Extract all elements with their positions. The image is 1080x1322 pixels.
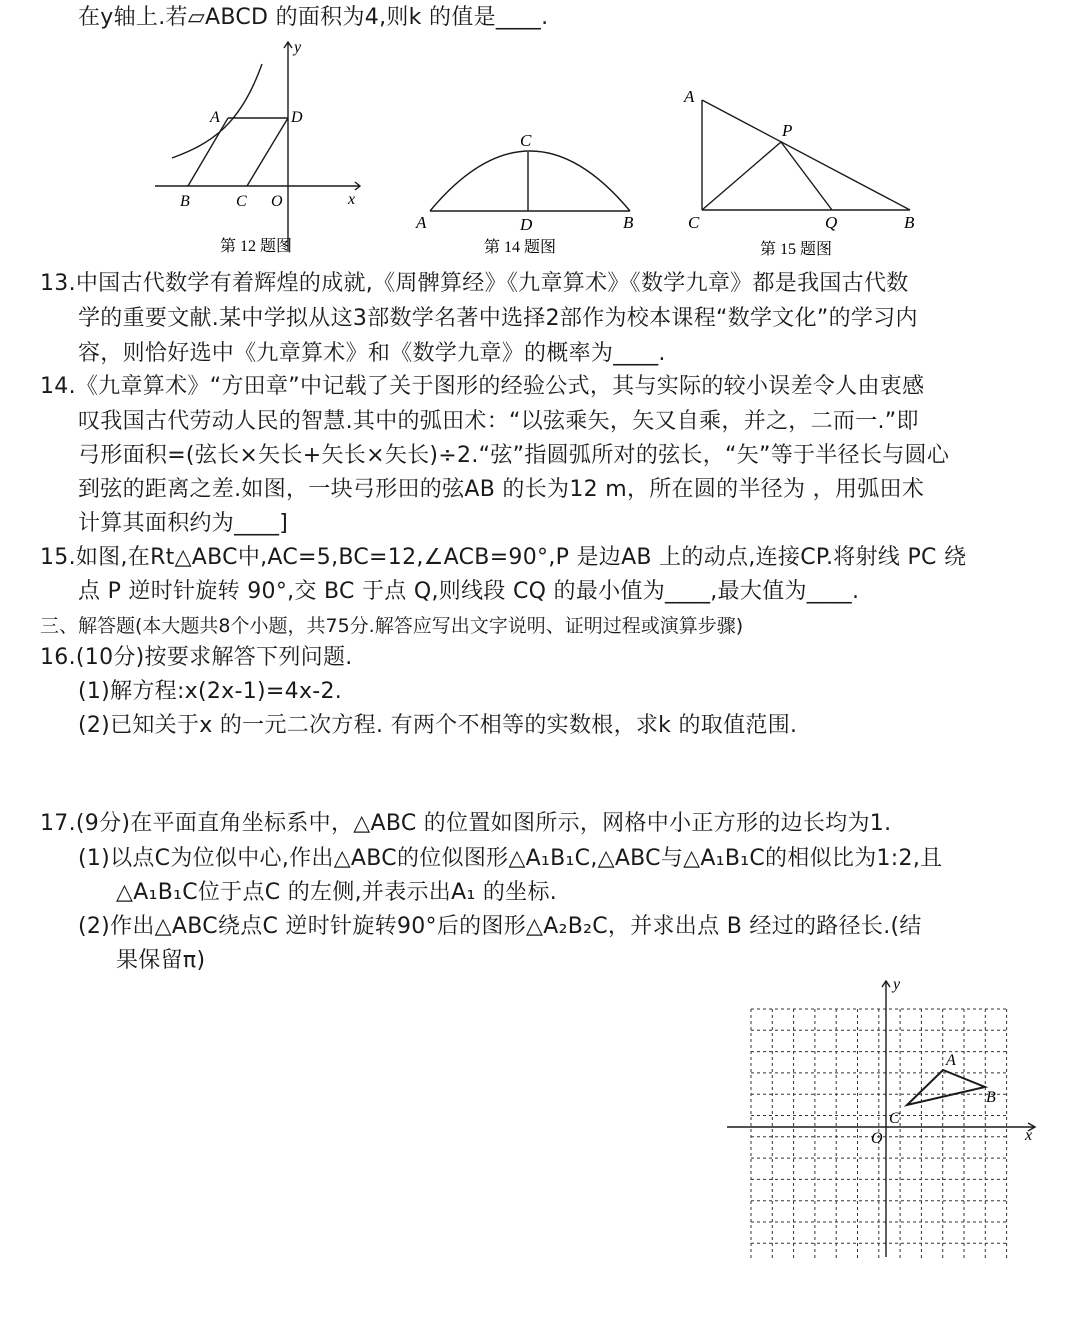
q13-line-2: 学的重要文献.某中学拟从这3部数学名著中选择2部作为校本课程“数学文化”的学习内	[78, 306, 918, 331]
q16-title: 16.(10分)按要求解答下列问题.	[40, 645, 353, 670]
fig12-caption: 第 12 题图	[220, 238, 293, 255]
q15-line-2: 点 P 逆时针旋转 90°,交 BC 于点 Q,则线段 CQ 的最小值为____,最大值为____.	[78, 579, 860, 604]
q17-part-2-cont: 果保留π)	[116, 948, 206, 973]
fig17-label-y: y	[893, 976, 901, 993]
fig14-caption: 第 14 题图	[484, 239, 557, 256]
q13-line-3: 容，则恰好选中《九章算术》和《数学九章》的概率为____.	[78, 341, 666, 366]
fig12-label-C: C	[236, 193, 247, 210]
fig12-label-A: A	[210, 109, 220, 126]
q16-part-2: (2)已知关于x 的一元二次方程. 有两个不相等的实数根，求k 的取值范围.	[78, 713, 798, 738]
fig17-label-B: B	[986, 1089, 996, 1106]
figure-15	[680, 84, 925, 258]
section-3-heading: 三、解答题(本大题共8个小题，共75分.解答应写出文字说明、证明过程或演算步骤)	[40, 615, 744, 637]
q17-part-1: (1)以点C为位似中心,作出△ABC的位似图形△A₁B₁C,△ABC与△A₁B₁C的相似比为1:2,且	[78, 846, 943, 871]
fig14-label-C: C	[520, 131, 532, 150]
q17-part-2: (2)作出△ABC绕点C 逆时针旋转90°后的图形△A₂B₂C，并求出点 B 经过的路径长.(结	[78, 914, 922, 939]
fig14-label-B: B	[623, 213, 634, 232]
figure-17-grid	[725, 975, 1045, 1260]
fig17-label-O: O	[871, 1130, 883, 1147]
q14-line-5: 计算其面积约为____]	[78, 511, 289, 536]
q17-part-1-cont: △A₁B₁C位于点C 的左侧,并表示出A₁ 的坐标.	[116, 880, 558, 905]
fig15-label-P: P	[782, 121, 793, 140]
figure-12	[150, 36, 370, 258]
fig12-label-x: x	[348, 191, 356, 208]
fig12-label-O: O	[271, 193, 283, 210]
figure-14	[410, 126, 650, 258]
fig15-label-B: B	[904, 213, 915, 232]
fig12-label-y: y	[294, 39, 302, 56]
fig14-label-A: A	[416, 213, 427, 232]
q16-part-1: (1)解方程:x(2x-1)=4x-2.	[78, 679, 343, 704]
fig15-label-Q: Q	[825, 213, 838, 232]
q14-line-3: 弓形面积=(弦长×矢长+矢长×矢长)÷2.“弦”指圆弧所对的弦长，“矢”等于半径长与圆心	[78, 443, 950, 468]
fig12-label-D: D	[291, 109, 303, 126]
fig14-label-D: D	[520, 215, 533, 234]
fig15-label-A: A	[684, 87, 695, 106]
fig17-label-A: A	[946, 1052, 956, 1069]
q14-line-4: 到弦的距离之差.如图，一块弓形田的弦AB 的长为12 m，所在圆的半径为 ，用弧田术	[78, 477, 925, 502]
fig15-caption: 第 15 题图	[760, 241, 833, 258]
q15-line-1: 15.如图,在Rt△ABC中,AC=5,BC=12,∠ACB=90°,P 是边AB 上的动点,连接CP.将射线 PC 绕	[40, 545, 967, 570]
q14-line-1: 14.《九章算术》“方田章”中记载了关于图形的经验公式，其与实际的较小误差令人由衷感	[40, 374, 925, 399]
fig17-label-x: x	[1025, 1127, 1033, 1144]
question-12-tail: 在y轴上.若▱ABCD 的面积为4,则k 的值是____.	[78, 5, 549, 30]
fig12-label-B: B	[180, 193, 190, 210]
q13-line-1: 13.中国古代数学有着辉煌的成就,《周髀算经》《九章算术》《数学九章》都是我国古代数	[40, 271, 909, 296]
fig17-label-C: C	[889, 1110, 900, 1127]
fig15-label-C: C	[688, 213, 700, 232]
q14-line-2: 叹我国古代劳动人民的智慧.其中的弧田术：“以弦乘矢，矢又自乘，并之，二而一.”即	[78, 409, 919, 434]
q17-title: 17.(9分)在平面直角坐标系中，△ABC 的位置如图所示，网格中小正方形的边长均为1.	[40, 811, 892, 836]
